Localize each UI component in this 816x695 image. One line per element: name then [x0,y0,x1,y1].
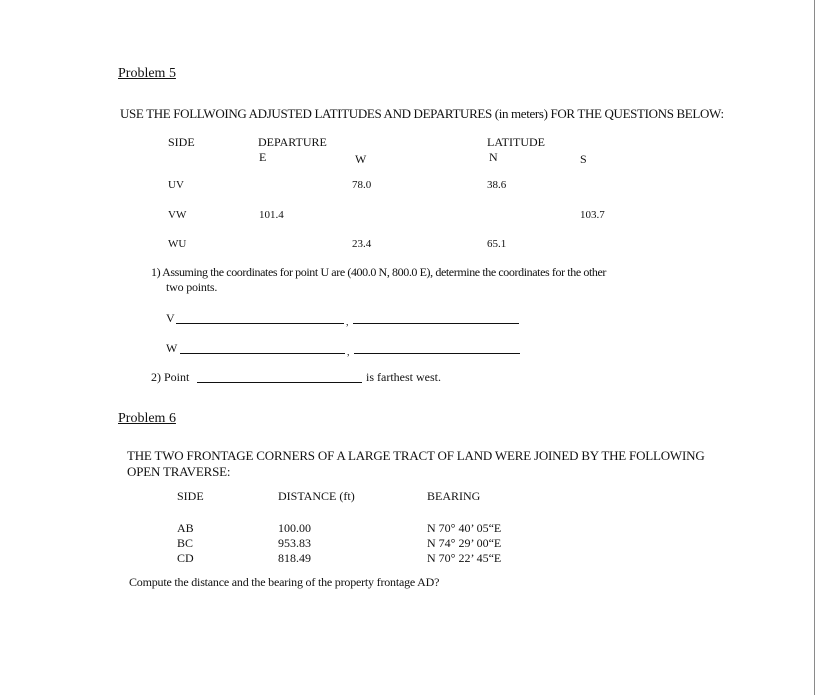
p5-row-uv-w: 78.0 [352,179,372,191]
v-easting-blank[interactable] [353,323,519,324]
p5-departure-header: DEPARTURE [258,135,327,149]
problem5-question1: 1) Assuming the coordinates for point U are (400.0 N, 800.0 E), determine the coordinates for the other [151,265,607,279]
p5-row-vw-side: VW [168,209,187,221]
problem6-instruction-cont: OPEN TRAVERSE: [127,464,231,479]
p5-row-wu-w: 23.4 [352,238,372,250]
p5-row-uv-n: 38.6 [487,179,507,191]
p5-sub-w: W [355,152,367,166]
problem6-instruction: THE TWO FRONTAGE CORNERS OF A LARGE TRACT OF LAND WERE JOINED BY THE FOLLOWING [127,448,705,463]
problem6-question: Compute the distance and the bearing of the property frontage AD? [129,575,440,589]
v-comma: , [346,317,349,328]
p5-sub-s: S [580,152,587,166]
w-northing-blank[interactable] [180,353,345,354]
p6-row-cd-side: CD [177,551,194,565]
w-label: W [166,341,178,355]
p5-sub-n: N [489,150,498,164]
p5-sub-e: E [259,150,267,164]
p5-row-wu-n: 65.1 [487,238,507,250]
page-right-edge [814,0,815,695]
problem5-question1-cont: two points. [166,280,218,294]
w-easting-blank[interactable] [354,353,520,354]
p6-row-bc-distance: 953.83 [278,536,311,550]
p5-latitude-header: LATITUDE [487,135,545,149]
p6-row-ab-distance: 100.00 [278,521,311,535]
p6-bearing-header: BEARING [427,489,481,503]
p6-row-bc-bearing: N 74° 29’ 00“E [427,536,502,550]
problem5-question2-prefix: 2) Point [151,370,190,384]
problem5-instruction: USE THE FOLLWOING ADJUSTED LATITUDES AND DEPARTURES (in meters) FOR THE QUESTIONS BELOW: [120,106,724,121]
p5-row-wu-side: WU [168,238,187,250]
farthest-west-blank[interactable] [197,382,362,383]
p6-side-header: SIDE [177,489,204,503]
p5-row-uv-side: UV [168,179,184,191]
p6-row-ab-side: AB [177,521,194,535]
p5-row-vw-e: 101.4 [259,209,284,221]
p6-distance-header: DISTANCE (ft) [278,489,355,503]
p6-row-cd-distance: 818.49 [278,551,311,565]
p5-side-header: SIDE [168,135,195,149]
problem5-question2-suffix: is farthest west. [366,370,441,384]
problem5-heading: Problem 5 [118,66,176,81]
p6-row-ab-bearing: N 70° 40’ 05“E [427,521,502,535]
p5-row-vw-s: 103.7 [580,209,605,221]
w-comma: , [347,347,350,358]
v-label: V [166,311,175,325]
v-northing-blank[interactable] [176,323,344,324]
p6-row-cd-bearing: N 70° 22’ 45“E [427,551,502,565]
p6-row-bc-side: BC [177,536,194,550]
problem6-heading: Problem 6 [118,411,176,426]
